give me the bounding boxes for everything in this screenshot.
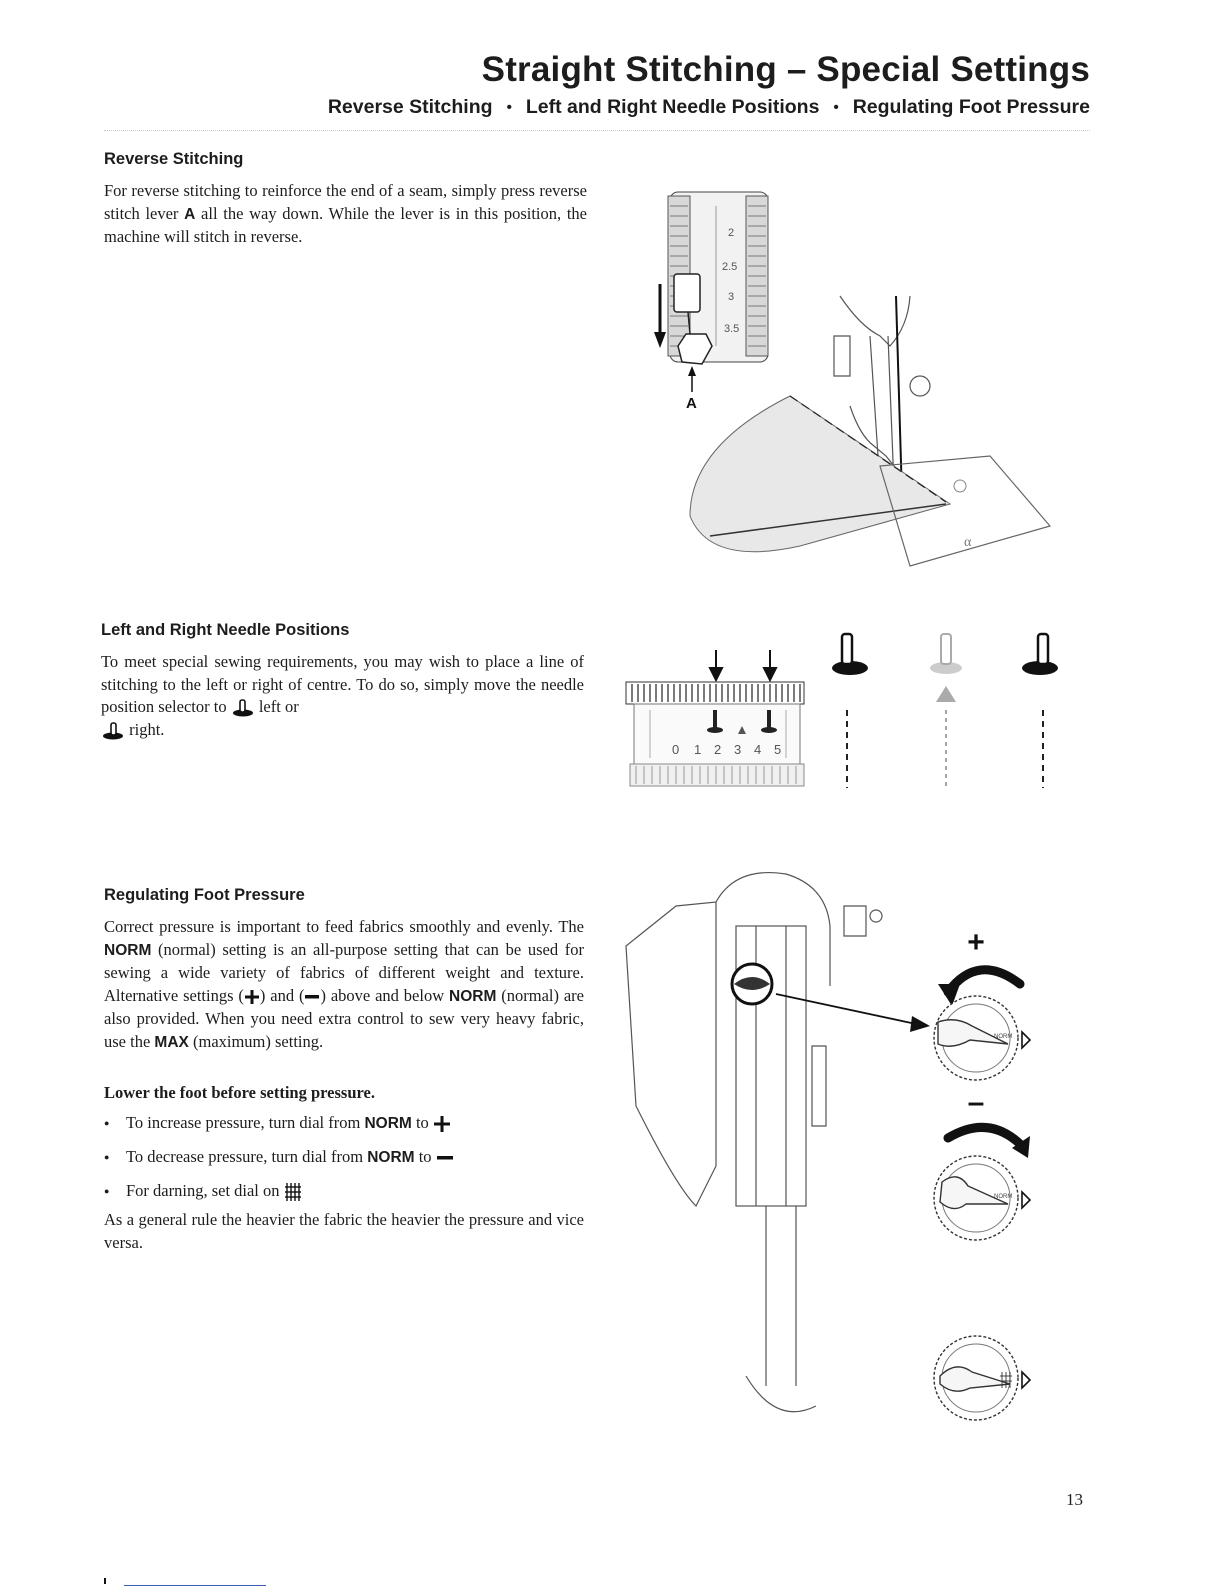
list-item: ● To increase pressure, turn dial from NORM to	[104, 1111, 584, 1145]
dial-number: 3	[734, 742, 742, 757]
needle-paragraph: To meet special sewing requirements, you may wish to place a line of stitching to the left or right of centre. To do so, simply move the needle position selector to left or right.	[101, 652, 584, 739]
pressure-instructions	[104, 1111, 584, 1213]
down-arrow-icon	[764, 668, 776, 680]
needle-centre-position-icon	[930, 634, 962, 788]
pressure-dial-small	[732, 964, 772, 1004]
pressure-rule-paragraph: As a general rule the heavier the fabric the heavier the pressure and vice versa.	[104, 1210, 584, 1252]
pressure-paragraph: Correct pressure is important to feed fabrics smoothly and evenly. The NORM (normal) setting is an all-purpose setting that can be used for sewing a wide variety of fabrics of different weight and texture. Alternative settings ( ) and ( ) above and below NORM (normal) are also provided. When you need extra control to sew very heavy fabric, use the MAX (maximum) setting.	[104, 917, 584, 1051]
lower-foot-note: Lower the foot before setting pressure.	[104, 1083, 375, 1102]
needle-position-illustration	[620, 630, 1070, 800]
dial-number: 2	[714, 742, 722, 757]
subtitle-item-pressure: Regulating Foot Pressure	[852, 96, 1090, 118]
plus-setting-icon	[433, 1115, 451, 1133]
minus-label: –	[967, 1086, 985, 1119]
down-arrow-icon	[710, 668, 722, 680]
foot-pressure-illustration	[616, 866, 1066, 1446]
minus-setting-icon	[304, 993, 320, 1001]
dial-number: 4	[754, 742, 762, 757]
needle-right-position-icon	[1022, 634, 1058, 788]
clockwise-arrow-icon	[948, 1127, 1020, 1144]
header-divider	[104, 130, 1090, 131]
footer-mark	[104, 1578, 106, 1584]
needle	[896, 296, 902, 496]
reverse-stitch-illustration	[650, 186, 1070, 572]
dial-number: 3	[728, 291, 735, 303]
subtitle-separator: •	[833, 99, 839, 116]
reverse-heading: Reverse Stitching	[104, 150, 244, 168]
arrow-icon	[910, 1016, 930, 1032]
dial-number: 3.5	[724, 323, 740, 335]
dial-number: 1	[694, 742, 702, 757]
dial-number: 0	[672, 742, 680, 757]
needle-right-icon	[101, 722, 125, 740]
subtitle-separator: •	[506, 99, 512, 116]
plus-setting-icon	[244, 989, 260, 1005]
needle-left-position-icon	[832, 634, 868, 788]
down-arrow-icon	[654, 332, 666, 348]
lever-letter: A	[184, 205, 196, 223]
pressure-dial-minus	[934, 1156, 1030, 1240]
dial-label: NORM	[994, 1034, 1013, 1040]
reverse-paragraph: For reverse stitching to reinforce the end of a seam, simply press reverse stitch lever A all the way down. While the lever is in this position, the machine will stitch in reverse.	[104, 181, 587, 246]
list-item: ● To decrease pressure, turn dial from NORM to	[104, 1145, 584, 1179]
subtitle-item-reverse: Reverse Stitching	[327, 96, 493, 118]
lever-label: A	[686, 395, 697, 412]
machine-head-drawing	[626, 873, 882, 1412]
darning-setting-icon	[284, 1181, 302, 1203]
counterclockwise-arrow-icon	[948, 970, 1020, 992]
list-item: ● For darning, set dial on	[104, 1179, 584, 1213]
page-number: 13	[1066, 1490, 1083, 1509]
subtitle-item-needle: Left and Right Needle Positions	[525, 96, 820, 118]
dial-number: 2.5	[722, 261, 738, 273]
svg-text:α: α	[964, 535, 972, 550]
needle-left-icon	[231, 699, 255, 717]
pressure-heading: Regulating Foot Pressure	[104, 886, 305, 904]
dial-number: 5	[774, 742, 782, 757]
dial-label: NORM	[994, 1194, 1013, 1200]
pressure-dial-plus	[934, 996, 1030, 1080]
pressure-dial-darning	[934, 1336, 1030, 1420]
page-title: Straight Stitching – Special Settings	[481, 50, 1090, 89]
dial-number: 2	[728, 227, 735, 239]
needle-heading: Left and Right Needle Positions	[101, 621, 350, 639]
up-arrow-icon	[688, 366, 696, 376]
minus-setting-icon	[436, 1154, 454, 1162]
page-subtitle	[328, 96, 1090, 119]
needle-position-selector	[626, 682, 804, 786]
plus-label: +	[967, 926, 985, 959]
